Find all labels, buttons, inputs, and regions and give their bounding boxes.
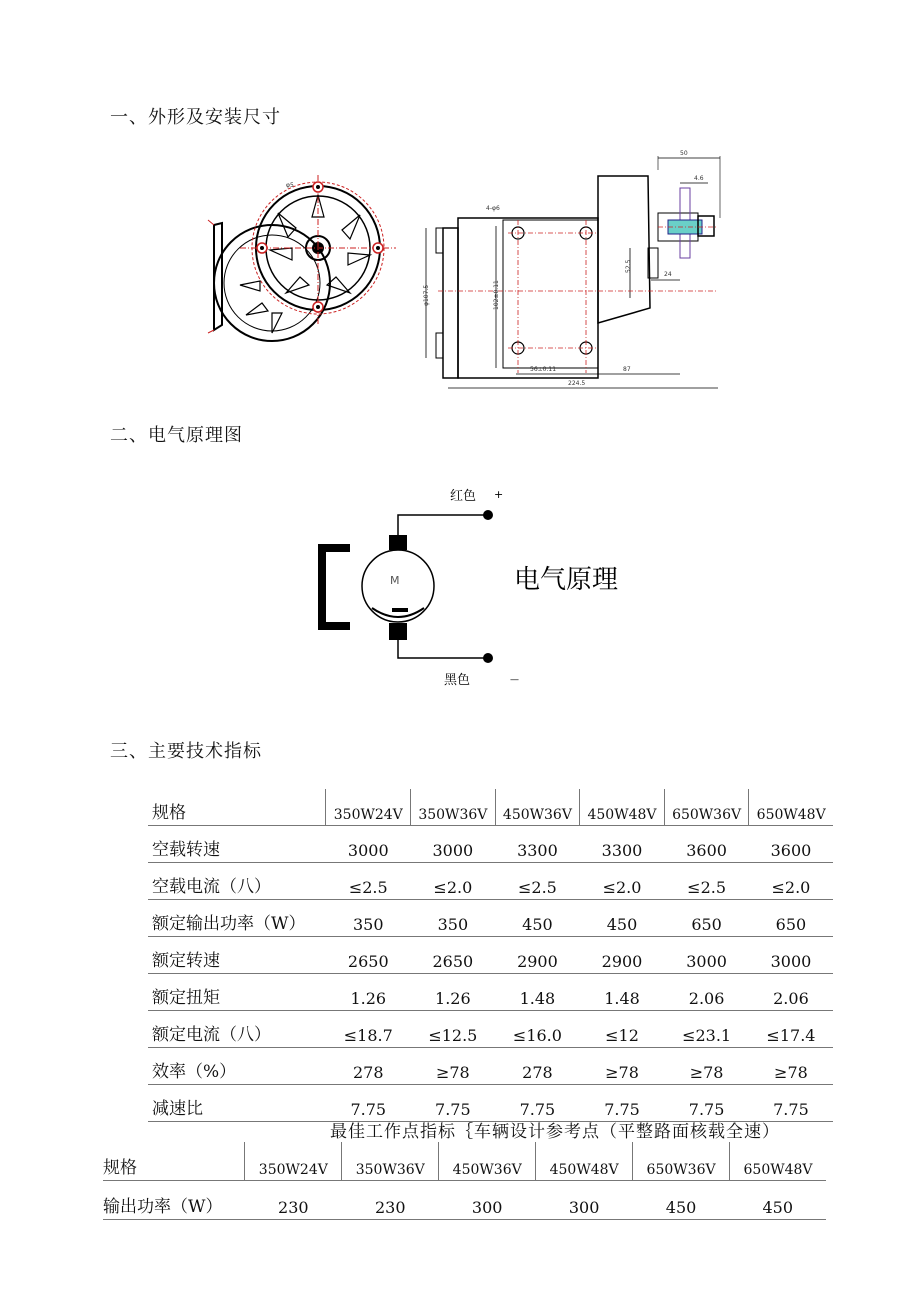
header-cell: 规格 bbox=[103, 1142, 245, 1181]
section-heading-schematic: 二、电气原理图 bbox=[110, 425, 243, 446]
header-cell: 450W48V bbox=[580, 789, 665, 826]
dim-24: 24 bbox=[664, 271, 672, 278]
table-row bbox=[148, 1011, 833, 1048]
table-cell: ≥78 bbox=[749, 1048, 833, 1085]
table-cell: 350 bbox=[411, 900, 496, 937]
table-cell: ≤2.0 bbox=[580, 863, 665, 900]
dim-224-5: 224.5 bbox=[568, 380, 586, 387]
table-cell: 2.06 bbox=[664, 974, 749, 1011]
header-cell: 350W24V bbox=[245, 1142, 342, 1181]
table-cell: 3000 bbox=[664, 937, 749, 974]
row-label: 额定扭矩 bbox=[148, 974, 326, 1011]
table-cell: 7.75 bbox=[495, 1085, 580, 1122]
motor-front-view-drawing bbox=[200, 165, 410, 365]
dim-phi107-5: φ107.5 bbox=[423, 284, 430, 306]
header-cell: 650W48V bbox=[749, 789, 833, 826]
table-cell: ≥78 bbox=[411, 1048, 496, 1085]
table-cell: 450 bbox=[495, 900, 580, 937]
best-point-table bbox=[103, 1142, 826, 1220]
table-cell: ≤2.0 bbox=[749, 863, 833, 900]
dim-52-5: 52.5 bbox=[625, 259, 632, 273]
table-cell: 3000 bbox=[749, 937, 833, 974]
table-cell: ≤16.0 bbox=[495, 1011, 580, 1048]
row-label: 空载转速 bbox=[148, 826, 326, 863]
dim-50: 50 bbox=[680, 150, 688, 157]
table-cell: 278 bbox=[326, 1048, 411, 1085]
black-wire-label: 黑色 bbox=[444, 673, 471, 688]
header-cell: 650W36V bbox=[664, 789, 749, 826]
table-cell: 3600 bbox=[749, 826, 833, 863]
table-cell: ≤17.4 bbox=[749, 1011, 833, 1048]
table-row bbox=[148, 974, 833, 1011]
header-cell: 450W48V bbox=[536, 1142, 633, 1181]
table-cell: 650 bbox=[749, 900, 833, 937]
plus-sign: + bbox=[494, 488, 504, 501]
red-wire-label: 红色 bbox=[450, 489, 477, 504]
positive-terminal bbox=[483, 510, 493, 520]
table-cell: 1.26 bbox=[411, 974, 496, 1011]
dim-4-phi6: 4-φ6 bbox=[486, 205, 500, 212]
dim-phi5: φ5 bbox=[286, 182, 294, 189]
row-label: 输出功率（W） bbox=[103, 1181, 245, 1220]
minus-sign: — bbox=[510, 675, 519, 685]
table-cell: 7.75 bbox=[664, 1085, 749, 1122]
dim-87: 87 bbox=[623, 366, 631, 373]
table-cell: ≥78 bbox=[580, 1048, 665, 1085]
header-cell: 350W36V bbox=[342, 1142, 439, 1181]
dim-4-6: 4.6 bbox=[694, 175, 704, 182]
table-cell: 3000 bbox=[326, 826, 411, 863]
section-heading-specs: 三、主要技术指标 bbox=[110, 741, 262, 762]
header-cell: 650W36V bbox=[633, 1142, 730, 1181]
table-row bbox=[148, 1085, 833, 1122]
table-header-row bbox=[148, 789, 833, 826]
row-label: 空载电流（八） bbox=[148, 863, 326, 900]
table-cell: 350 bbox=[326, 900, 411, 937]
table-cell: 450 bbox=[580, 900, 665, 937]
table-cell: 3300 bbox=[580, 826, 665, 863]
table-cell: 7.75 bbox=[580, 1085, 665, 1122]
table-cell: 1.48 bbox=[495, 974, 580, 1011]
table-cell: ≤12.5 bbox=[411, 1011, 496, 1048]
table-header-row bbox=[103, 1142, 826, 1181]
table-cell: 278 bbox=[495, 1048, 580, 1085]
dim-56: 56±0.11 bbox=[530, 366, 557, 373]
table-cell: 300 bbox=[439, 1181, 536, 1220]
table-cell: 3300 bbox=[495, 826, 580, 863]
table-row bbox=[148, 826, 833, 863]
table-cell: 2900 bbox=[495, 937, 580, 974]
table-row bbox=[103, 1181, 826, 1220]
spec-table bbox=[148, 789, 833, 1122]
table-cell: 2.06 bbox=[749, 974, 833, 1011]
table-cell: 2900 bbox=[580, 937, 665, 974]
table-row bbox=[148, 863, 833, 900]
table-cell: 230 bbox=[342, 1181, 439, 1220]
header-cell: 350W24V bbox=[326, 789, 411, 826]
row-label: 效率（%） bbox=[148, 1048, 326, 1085]
best-point-caption: 最佳工作点指标｛车辆设计参考点（平整路面核载全速） bbox=[330, 1122, 780, 1142]
table-cell: 230 bbox=[245, 1181, 342, 1220]
row-label: 减速比 bbox=[148, 1085, 326, 1122]
table-row bbox=[148, 1048, 833, 1085]
table-cell: 2650 bbox=[411, 937, 496, 974]
table-cell: 3600 bbox=[664, 826, 749, 863]
electrical-schematic bbox=[310, 478, 620, 688]
table-cell: 450 bbox=[633, 1181, 730, 1220]
table-cell: 3000 bbox=[411, 826, 496, 863]
table-cell: 7.75 bbox=[411, 1085, 496, 1122]
table-cell: 7.75 bbox=[326, 1085, 411, 1122]
table-cell: 650 bbox=[664, 900, 749, 937]
table-cell: ≤2.5 bbox=[664, 863, 749, 900]
section-heading-dimensions: 一、外形及安装尺寸 bbox=[110, 107, 281, 128]
table-cell: ≤2.5 bbox=[326, 863, 411, 900]
dim-102: 102±0.11 bbox=[493, 280, 500, 310]
header-cell: 450W36V bbox=[439, 1142, 536, 1181]
table-cell: 450 bbox=[730, 1181, 826, 1220]
header-cell: 450W36V bbox=[495, 789, 580, 826]
table-cell: 2650 bbox=[326, 937, 411, 974]
row-label: 额定电流（八） bbox=[148, 1011, 326, 1048]
table-cell: ≤12 bbox=[580, 1011, 665, 1048]
row-label: 额定输出功率（W） bbox=[148, 900, 326, 937]
table-cell: ≥78 bbox=[664, 1048, 749, 1085]
header-cell: 350W36V bbox=[411, 789, 496, 826]
table-row bbox=[148, 937, 833, 974]
table-cell: 1.48 bbox=[580, 974, 665, 1011]
motor-letter: M bbox=[390, 574, 400, 587]
row-label: 额定转速 bbox=[148, 937, 326, 974]
table-cell: ≤2.5 bbox=[495, 863, 580, 900]
table-cell: ≤2.0 bbox=[411, 863, 496, 900]
table-cell: 1.26 bbox=[326, 974, 411, 1011]
table-cell: ≤18.7 bbox=[326, 1011, 411, 1048]
table-cell: ≤23.1 bbox=[664, 1011, 749, 1048]
table-cell: 7.75 bbox=[749, 1085, 833, 1122]
negative-terminal bbox=[483, 653, 493, 663]
table-cell: 300 bbox=[536, 1181, 633, 1220]
schematic-title: 电气原理 bbox=[514, 565, 619, 595]
header-cell: 规格 bbox=[148, 789, 326, 826]
motor-side-view-drawing bbox=[418, 148, 728, 398]
header-cell: 650W48V bbox=[730, 1142, 826, 1181]
table-row bbox=[148, 900, 833, 937]
